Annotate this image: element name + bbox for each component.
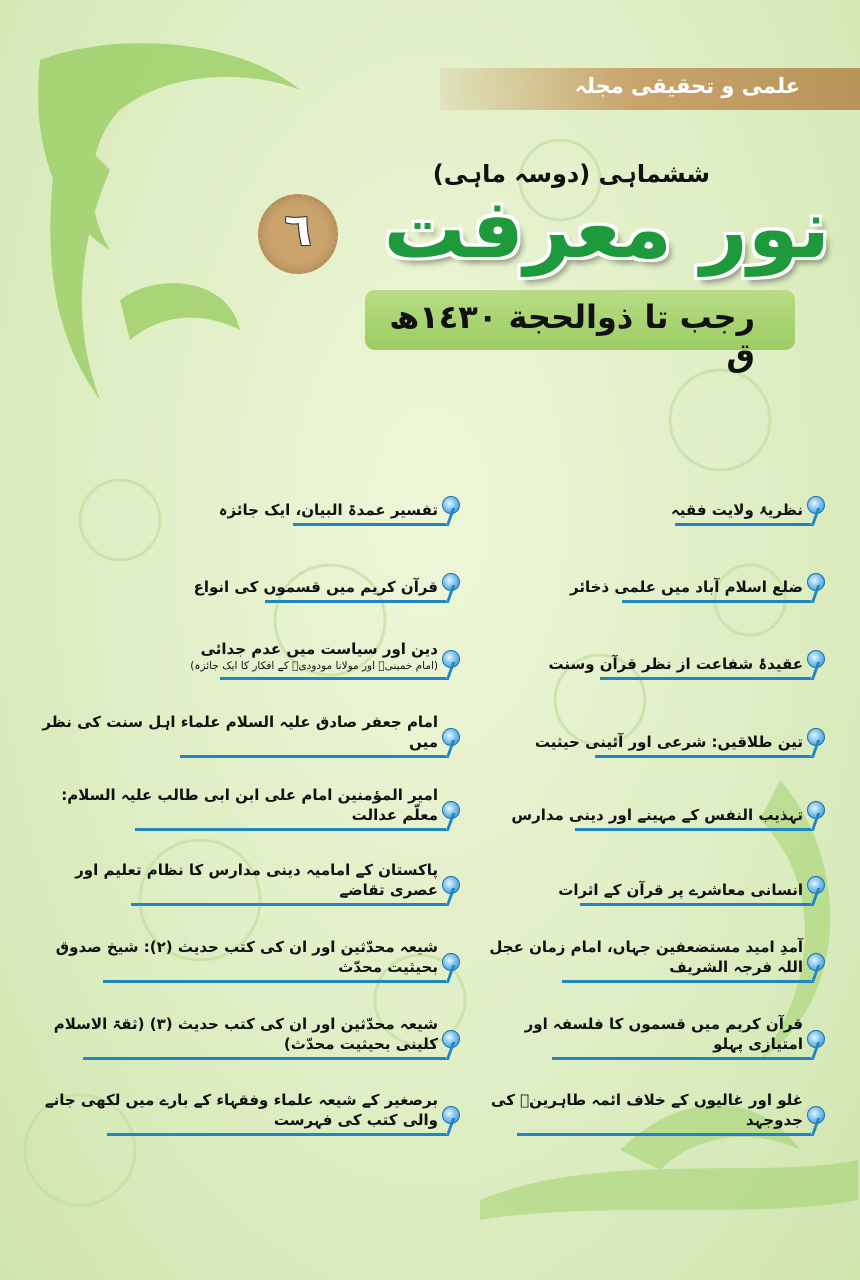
toc-text	[482, 732, 803, 752]
frequency-label: ششماہی (دوسہ ماہی)	[432, 160, 710, 188]
toc-text	[24, 577, 438, 597]
toc-item[interactable]	[478, 765, 825, 835]
toc-text	[24, 639, 438, 674]
toc-item[interactable]	[20, 692, 460, 762]
issue-badge	[258, 194, 338, 274]
toc-item[interactable]	[478, 460, 825, 530]
toc-text	[24, 500, 438, 520]
toc-item[interactable]	[478, 537, 825, 607]
date-range: رجب تا ذوالحجة ١٤٣٠ھ ق	[389, 298, 755, 374]
toc-text	[482, 500, 803, 520]
underline	[562, 980, 811, 983]
toc-title: شیعہ محدّثین اور ان کی کتب حدیث (۲): شیخ صدوق بحیثیت محدّث	[55, 937, 438, 976]
toc-title: غلو اور غالیوں کے خلاف ائمہ طاہرینؑ کی جدوجہد	[491, 1090, 803, 1129]
toc-item[interactable]	[478, 840, 825, 910]
toc-title: دین اور سیاست میں عدم جدائی	[200, 640, 438, 659]
toc-item[interactable]	[20, 765, 460, 835]
toc-text	[24, 785, 438, 826]
underline	[575, 828, 811, 831]
underline	[265, 600, 446, 603]
toc-item[interactable]	[20, 460, 460, 530]
magazine-title: نور معرفت	[383, 182, 830, 277]
toc-text	[482, 1090, 803, 1131]
toc-item[interactable]	[478, 614, 825, 684]
underline	[595, 755, 811, 758]
toc-title: قرآن کریم میں قسموں کا فلسفہ اور امتیازی پہلو	[524, 1014, 803, 1053]
toc-text	[24, 937, 438, 978]
toc-item[interactable]	[20, 917, 460, 987]
underline	[135, 828, 446, 831]
toc-item[interactable]	[20, 537, 460, 607]
toc-title: امیر المؤمنین امام علی ابن ابی طالب علیہ السلام: معلّم عدالت	[61, 785, 438, 824]
tagline-bar	[440, 68, 860, 110]
toc-text	[24, 1014, 438, 1055]
toc-text	[482, 1014, 803, 1055]
toc-item[interactable]	[478, 994, 825, 1064]
underline	[622, 600, 811, 603]
toc-text	[24, 712, 438, 753]
underline	[293, 523, 446, 526]
toc-text	[24, 1090, 438, 1131]
toc-title: آمدِ امید مستضعفین جہاں، امام زمان عجل اللہ فرجہ الشریف	[489, 937, 803, 976]
toc-title: قرآن کریم میں قسموں کی انواع	[193, 577, 438, 596]
underline	[552, 1057, 811, 1060]
underline	[600, 677, 811, 680]
toc-subtitle: (امام خمینیؒ اور مولانا مودودیؒ کے افکار کا ایک جائزہ)	[190, 660, 438, 673]
toc-text	[482, 805, 803, 825]
toc-title: پاکستان کے امامیہ دینی مدارس کا نظام تعلیم اور عصری تقاضے	[75, 860, 438, 899]
toc-item[interactable]	[20, 840, 460, 910]
underline	[103, 980, 446, 983]
toc-title: شیعہ محدّثین اور ان کی کتب حدیث (۳) (ثقۃ الاسلام کلینی بحیثیت محدّث)	[53, 1014, 438, 1053]
underline	[180, 755, 446, 758]
toc-title: ضلع اسلام آباد میں علمی ذخائر	[570, 577, 803, 596]
toc-text	[482, 577, 803, 597]
underline	[83, 1057, 446, 1060]
toc-text	[482, 880, 803, 900]
toc-item[interactable]	[20, 1070, 460, 1140]
toc-item[interactable]	[20, 994, 460, 1064]
toc-title: انسانی معاشرے پر قرآن کے اثرات	[558, 880, 803, 899]
toc-title: تہذیب النفس کے مہینے اور دینی مدارس	[511, 805, 803, 824]
toc-text	[482, 654, 803, 674]
toc-item[interactable]	[478, 917, 825, 987]
underline	[107, 1133, 446, 1136]
toc-title: برصغیر کے شیعہ علماء وفقہاء کے بارے میں لکھی جانے والی کتب کی فہرست	[44, 1090, 438, 1129]
issue-number: ٦	[284, 205, 312, 256]
underline	[220, 677, 446, 680]
underline	[517, 1133, 811, 1136]
tagline: علمی و تحقیقی مجلہ	[574, 74, 800, 98]
toc-title: عقیدۂ شفاعت از نظر قرآن وسنت	[548, 654, 803, 673]
toc-item[interactable]	[20, 614, 460, 684]
toc-title: نظریۂ ولایت فقیہ	[671, 500, 803, 519]
toc-item[interactable]	[478, 1070, 825, 1140]
underline	[675, 523, 811, 526]
toc-text	[482, 937, 803, 978]
toc-item[interactable]	[478, 692, 825, 762]
underline	[131, 903, 446, 906]
toc-title: تفسیر عمدۃ البیان، ایک جائزہ	[218, 500, 438, 519]
toc-text	[24, 860, 438, 901]
underline	[580, 903, 811, 906]
toc-title: امام جعفر صادق علیہ السلام علماء اہل سنت کی نظر میں	[42, 712, 438, 751]
date-tab	[365, 290, 795, 374]
toc-title: تین طلاقیں: شرعی اور آئینی حیثیت	[534, 732, 803, 751]
